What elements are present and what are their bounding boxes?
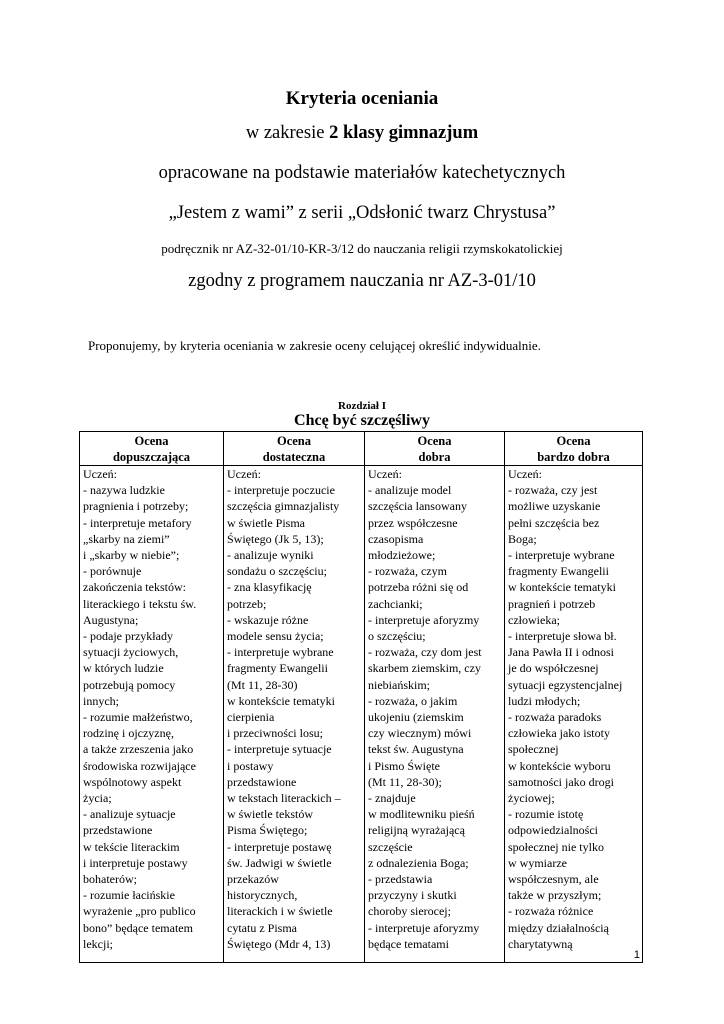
criteria-line: - rozważa, o jakim: [368, 693, 458, 708]
criteria-line: także w przyszłym;: [508, 888, 602, 903]
criteria-line: rodzinę i ojczyznę,: [83, 726, 174, 741]
criteria-line: cytatu z Pisma: [227, 920, 297, 935]
criteria-line: życiowej;: [508, 791, 555, 806]
criteria-line: przyczyny i skutki: [368, 888, 457, 903]
criteria-line: charytatywną: [508, 936, 573, 951]
criteria-line: je do współczesnej: [508, 661, 599, 676]
criteria-line: Świętego (Mdr 4, 13): [227, 936, 331, 951]
criteria-line: Boga;: [508, 531, 537, 546]
criteria-line: szczęścia lansowany: [368, 499, 467, 514]
criteria-line: - rozważa różnice: [508, 904, 594, 919]
criteria-line: w świetle tekstów: [227, 807, 313, 822]
criteria-line: przedstawione: [227, 774, 297, 789]
cell-dostateczna: [224, 466, 365, 963]
criteria-line: - interpretuje postawę: [227, 839, 332, 854]
criteria-line: potrzeba różni się od: [368, 580, 469, 595]
criteria-line: fragmenty Ewangelii: [227, 661, 328, 676]
criteria-line: czasopisma: [368, 531, 424, 546]
criteria-line: czy wiecznym) mówi: [368, 726, 472, 741]
criteria-line: przekazów: [227, 872, 279, 887]
criteria-line: - rozumie istotę: [508, 807, 584, 822]
criteria-line: w świetle Pisma: [227, 515, 305, 530]
criteria-line: odpowiedzialności: [508, 823, 598, 838]
criteria-line: lekcji;: [83, 936, 113, 951]
cell-bardzo-dobra: [505, 466, 643, 963]
criteria-line: niebiańskim;: [368, 677, 430, 692]
subtitle-prefix: w zakresie: [245, 123, 330, 143]
criteria-line: możliwe uzyskanie: [508, 499, 601, 514]
criteria-line: Augustyna;: [83, 612, 139, 627]
header-dobra: Ocena dobra: [365, 432, 505, 466]
criteria-line: - zna klasyfikację: [227, 580, 312, 595]
criteria-line: - rozważa, czy jest: [508, 483, 598, 498]
criteria-line: człowieka;: [508, 612, 560, 627]
criteria-line: - podaje przykłady: [83, 629, 173, 644]
criteria-line: - interpretuje sytuacje: [227, 742, 332, 757]
criteria-line: pełni szczęścia bez: [508, 515, 600, 530]
criteria-line: bono” będące tematem: [83, 920, 193, 935]
criteria-line: - rozumie łacińskie: [83, 888, 175, 903]
criteria-line: w kontekście wyboru: [508, 758, 611, 773]
criteria-line: literackiego i tekstu św.: [83, 596, 197, 611]
criteria-line: i przeciwności losu;: [227, 726, 323, 741]
criteria-line: - interpretuje wybrane: [508, 548, 615, 563]
criteria-line: będące tematami: [368, 936, 449, 951]
criteria-line: choroby sierocej;: [368, 904, 451, 919]
criteria-line: i interpretuje postawy: [83, 855, 188, 870]
criteria-line: - analizuje model: [368, 483, 452, 498]
criteria-line: wspólnotowy aspekt: [83, 774, 182, 789]
series-line: „Jestem z wami” z serii „Odsłonić twarz Chrystusa”: [168, 203, 556, 223]
criteria-line: współczesnym, ale: [508, 872, 599, 887]
criteria-line: życia;: [83, 791, 112, 806]
criteria-line: w wymiarze: [508, 855, 567, 870]
criteria-line: Uczeń:: [83, 467, 117, 481]
criteria-line: a także zrzeszenia jako: [83, 742, 194, 757]
header-bardzo-dobra: Ocena bardzo dobra: [505, 432, 643, 466]
criteria-line: fragmenty Ewangelii: [508, 564, 609, 579]
criteria-line: skarbem ziemskim, czy: [368, 661, 481, 676]
table-header-row: [80, 432, 643, 466]
header-dopuszczajaca: Ocena dopuszczająca: [80, 432, 224, 466]
page-number: 1: [633, 949, 640, 961]
criteria-line: - nazywa ludzkie: [83, 483, 165, 498]
cell-dobra: [365, 466, 505, 963]
criteria-line: potrzebują pomocy: [83, 677, 176, 692]
criteria-line: pragnień i potrzeb: [508, 596, 596, 611]
intro-paragraph: Proponujemy, by kryteria oceniania w zakresie oceny celującej określić indywidualnie.: [88, 338, 541, 353]
criteria-line: (Mt 11, 28-30);: [368, 774, 442, 789]
criteria-line: - analizuje sytuacje: [83, 807, 176, 822]
criteria-line: (Mt 11, 28-30): [227, 677, 298, 692]
table-row: [80, 466, 643, 963]
criteria-line: św. Jadwigi w świetle: [227, 855, 332, 870]
criteria-line: Jana Pawła II i odnosi: [508, 645, 614, 660]
criteria-line: „skarby na ziemi”: [83, 531, 170, 546]
criteria-line: ludzi młodych;: [508, 693, 581, 708]
criteria-line: cierpienia: [227, 710, 275, 725]
program-line: zgodny z programem nauczania nr AZ-3-01/10: [188, 271, 536, 291]
criteria-line: ukojeniu (ziemskim: [368, 710, 464, 725]
criteria-line: społecznej: [508, 742, 559, 757]
criteria-line: religijną wyrażającą: [368, 823, 465, 838]
criteria-line: szczęścia gimnazjalisty: [227, 499, 340, 514]
cell-dopuszczajaca: [80, 466, 224, 963]
criteria-line: między działalnością: [508, 920, 609, 935]
criteria-line: - interpretuje słowa bł.: [508, 629, 617, 644]
criteria-line: środowiska rozwijające: [83, 758, 196, 773]
criteria-table: [79, 431, 643, 963]
criteria-line: sytuacji egzystencjalnej: [508, 677, 623, 692]
criteria-line: Uczeń:: [508, 467, 542, 481]
criteria-line: potrzeb;: [227, 596, 267, 611]
criteria-line: i „skarby w niebie”;: [83, 548, 180, 563]
criteria-line: i Pismo Święte: [368, 758, 441, 773]
section-label: Rozdział I: [338, 400, 386, 412]
document-title: Kryteria oceniania: [285, 88, 439, 109]
criteria-line: - rozważa paradoks: [508, 710, 602, 725]
criteria-line: - analizuje wyniki: [227, 548, 314, 563]
criteria-line: - przedstawia: [368, 872, 433, 887]
subtitle-class: 2 klasy gimnazjum: [329, 123, 479, 143]
header-dostateczna: Ocena dostateczna: [224, 432, 365, 466]
criteria-line: - interpretuje wybrane: [227, 645, 334, 660]
criteria-line: samotności jako drogi: [508, 774, 614, 789]
criteria-line: - interpretuje poczucie: [227, 483, 335, 498]
criteria-line: Uczeń:: [227, 467, 261, 481]
criteria-line: - interpretuje aforyzmy: [368, 612, 480, 627]
criteria-line: historycznych,: [227, 888, 298, 903]
criteria-line: zakończenia tekstów:: [83, 580, 186, 595]
criteria-line: - interpretuje aforyzmy: [368, 920, 480, 935]
document-subtitle: [0, 123, 724, 144]
criteria-line: z odnalezienia Boga;: [368, 855, 469, 870]
criteria-line: społecznej nie tylko: [508, 839, 604, 854]
criteria-line: przedstawione: [83, 823, 153, 838]
materials-line: opracowane na podstawie materiałów katechetycznych: [158, 163, 566, 183]
criteria-line: - rozumie małżeństwo,: [83, 710, 193, 725]
criteria-line: bohaterów;: [83, 872, 137, 887]
criteria-line: wyrażenie „pro publico: [83, 904, 196, 919]
criteria-line: zachcianki;: [368, 596, 423, 611]
criteria-line: w tekście literackim: [83, 839, 180, 854]
criteria-line: - porównuje: [83, 564, 142, 579]
criteria-line: Pisma Świętego;: [227, 823, 308, 838]
criteria-line: - rozważa, czym: [368, 564, 447, 579]
criteria-line: człowieka jako istoty: [508, 726, 610, 741]
criteria-line: innych;: [83, 693, 119, 708]
chapter-title: Chcę być szczęśliwy: [294, 412, 430, 429]
criteria-line: - interpretuje metafory: [83, 515, 192, 530]
criteria-line: Świętego (Jk 5, 13);: [227, 531, 324, 546]
criteria-line: - wskazuje różne: [227, 612, 309, 627]
criteria-line: - znajduje: [368, 791, 416, 806]
criteria-line: młodzieżowe;: [368, 548, 436, 563]
criteria-line: szczęście: [368, 839, 413, 854]
criteria-line: - rozważa, czy dom jest: [368, 645, 482, 660]
criteria-line: w modlitewniku pieśń: [368, 807, 475, 822]
criteria-line: i postawy: [227, 758, 274, 773]
criteria-line: modele sensu życia;: [227, 629, 324, 644]
criteria-line: sondażu o szczęściu;: [227, 564, 327, 579]
criteria-line: przez współczesne: [368, 515, 458, 530]
criteria-line: w których ludzie: [83, 661, 164, 676]
criteria-line: Uczeń:: [368, 467, 402, 481]
criteria-line: literackich i w świetle: [227, 904, 333, 919]
criteria-line: pragnienia i potrzeby;: [83, 499, 189, 514]
criteria-line: sytuacji życiowych,: [83, 645, 179, 660]
textbook-line: podręcznik nr AZ-32-01/10-KR-3/12 do nauczania religii rzymskokatolickiej: [161, 241, 563, 256]
criteria-line: w tekstach literackich –: [227, 791, 341, 806]
criteria-line: w kontekście tematyki: [227, 693, 335, 708]
criteria-line: tekst św. Augustyna: [368, 742, 464, 757]
criteria-line: o szczęściu;: [368, 629, 426, 644]
criteria-line: w kontekście tematyki: [508, 580, 616, 595]
